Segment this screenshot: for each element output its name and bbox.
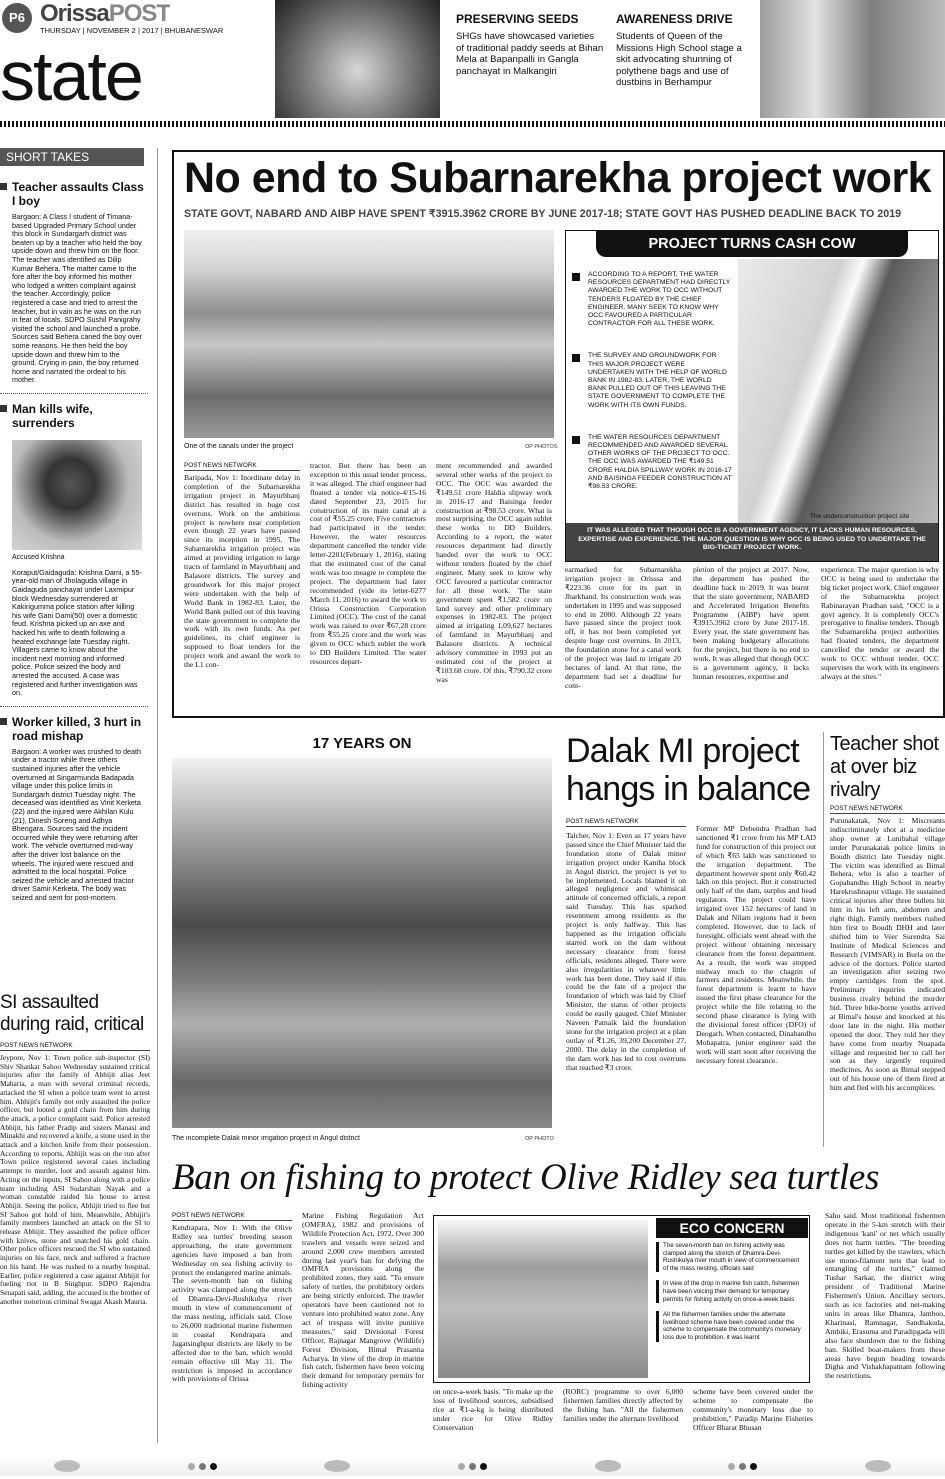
teaser-awareness (616, 12, 756, 117)
eco-title: ECO CONCERN (656, 1218, 808, 1238)
masthead (0, 0, 270, 118)
olive-byline: POST NEWS NETWORK (172, 1212, 292, 1221)
olive-col1-text: Kendrapara, Nov 1: With the Olive Ridley sea turtles' breeding season approaching, the state government agencies have imposed a ban from Wednesday on sea fishing activity to protect the endangered marine animals. The seven-month ban on fishing activity was clamped along the stretch of Dhamra-Devi-Rushikulya river mouth in view of commencement of the mass nesting, officials said. Close to 26,000 traditional marine fishermen in coastal Kendrapara and Jagatsinghpur districts are likely to be affected due to the ban, which would remain effective till May 31. The restriction is imposed in accordance with provisions of Orissa (172, 1223, 292, 1384)
eco-point-2: In view of the drop in marine fish catch, fishermen have been voicing their demand for temporary permits for fishing activity on once-a-week basis (656, 1280, 806, 1303)
teacher-headline: Teacher shot at over biz rivalry (830, 733, 939, 801)
canal-credit: OP PHOTOS (525, 444, 558, 450)
dalak-headline-box (566, 732, 818, 812)
eco-points (656, 1242, 806, 1342)
cashcow-point-2: THE SURVEY AND GROUNDWORK FOR THIS MAJOR PROJECT WERE UNDERTAKEN WITH THE HELP OF WORLD BANK IN 1982-83. LATER, THE WORLD BANK PULLED OUT OF THIS LEAVING THE STATE GOVERNMENT TO COMPLETE THE WORK WITH ITS OWN FUNDS. (572, 352, 732, 409)
dalak-col1-text: Talcher, Nov 1: Even as 17 years have passed since the Chief Minister laid the foundation stone of Dalak minor irrigation project under Kaniha block in Angul district, the project is yet to be implemented. Locals blamed it on alleged negligence and whimsical attitude of concerned officials, a report said Tuesday. This has sparked resentment among residents as the project is only halfway. This has happened as the irrigation officials started work on the dam without necessary clearance from forest officials, residents alleged. There were also irregularities in whatever little work has been done. They said if this could be the fate of a project the foundation of which was laid by Chief Minister, the status of other projects could be easily gauged. Chief Minister Naveen Patnaik laid the foundation stone for the irrigation project at a plan outlay of ₹1.26, 39,200 December 27, 2000. The delay in the completion of the dam work has led to cost overruns that reached ₹3 crore. (566, 832, 686, 1072)
lead-byline: POST NEWS NETWORK (184, 462, 300, 471)
lead-col3-text: ment recommended and awarded several other works of the project to OCC. The OCC was awarded the ₹149.51 crore Haldia slipway work in 2016-17 and Baisinga feeder construction at ₹98.53 crore. What is most surprising, the OCC again sublet these works to DD Builders. According to a report, the water resources department had directly handed over the work to OCC without tenders floated by the chief engineer. Many seek to know why OCC favoured a particular contractor for all these work. The state government spent ₹1,582 crore on land survey and other preliminary expenses in 1982-83. The project aimed at irrigating 1,09,627 hectares of farmland in Mayurbhanj and Balasore districts. A technical advisory committee in 1993 put an estimated cost of the project at ₹103.68 crore. Of this, ₹790.32 crore was (436, 462, 552, 684)
teaser-awareness-text: Students of Queen of the Missions High School stage a skit advocating shunning of polythene bags and use of dustbins in Berhampur (616, 31, 742, 89)
dalak-photo-title: 17 YEARS ON (312, 735, 412, 752)
cashcow-point-1: ACCORDING TO A REPORT, THE WATER RESOURCES DEPARTMENT HAD DIRECTLY AWARDED THE WORK TO OCC WITHOUT TENDERS FLOATED BY THE CHIEF ENGINEER. MANY SEEK TO KNOW WHY OCC FAVOURED A PARTICULAR CONTRACTOR FOR ALL THESE WORK. (572, 271, 732, 328)
cashcow-title: PROJECT TURNS CASH COW (596, 231, 908, 257)
reg-oval-3 (595, 1460, 621, 1472)
teaser-seeds-photo (275, 0, 440, 118)
item3-head (0, 715, 148, 743)
canal-photo (184, 230, 554, 438)
accused-photo (12, 440, 142, 550)
short-takes-label: SHORT TAKES (0, 148, 144, 166)
si-body: Jeypore, Nov 1: Town police sub-inspector (SI) Shiv Shankar Sahoo Wednesday sustained critical injuries after the family of Abhijit alias Jeet Maharia, a man with several criminal records, attacked the SI when a police team went to arrest him. Abhijit's family not only assaulted the police officer, but looted a gold chain from him during the attack, a police complaint said. Police arrested Abhijit, his father Pradip and sisters Manasi and Minakhi and recovered a knife, a stone used in the attack and a kitchen knife from their possession. According to reports, Abhijit was on the run after Town police registered several cases including attempt to murder, loot and assault against him. Acting on the inputs, SI Sahoo along with a police team including ASI Sudarshan Nayak and a woman constable raided his house to arrest Abhijit. Seeing the police, Abhijit tried to flee but SI Sahoo got hold of him. Meanwhile, Abhijit's family members launched an attack on the SI to release Abhijit. They assaulted the police officer with knives, stone and snatched his gold chain. Other police officers rescued the SI who sustained injuries on his face, neck and suffered a fracture on his hand. He was rushed to a nearby hospital. Earlier, police registered a case against Abhijit for fueling riot in B Singhpur. SDPO Rajendra Senapati said, adding, the accused is the brother of another notorious criminal Swagat Akash Mauria. (0, 1053, 150, 1306)
item1-head-text: Teacher assaults Class I boy (12, 180, 144, 208)
si-headline: SI assaulted during raid, critical (0, 992, 144, 1035)
reg-oval-1 (54, 1460, 80, 1472)
brand-suffix: POST (108, 0, 171, 27)
dalak-col2-text: Former MP Debendra Pradhan had sanctioned ₹1 crore from his MP LAD fund for construction of this project out of which ₹65 lakh was sanctioned to the irrigation department. The department however spent only ₹60.42 lakh on this project. But it constructed only half of the dam, surplus and head regulators. The project could have irrigated over 152 hectares of land in Dalak and Nilam regions had it been completed. However, due to lack of foresight, officials went ahead with the project without obtaining necessary clearance from the forest department. As a result, the work was stopped midway much to the chagrin of farmers and residents. Meanwhile, the forest department is learnt to have issued the first phase clearance for the project while the file relating to the second phase clearance is lying with the divisional forest officer (DFO) of Deogarh. When contacted, Dinabandhu Mohapatra, junior engineer said the work will start soon after receiving the necessary forest clearance. (696, 825, 816, 1065)
eco-point-1: The seven-month ban on fishing activity was clamped along the stretch of Dhamra-Devi-Rushikulya river mouth in view of commencement of the mass nesting, officials said (656, 1242, 806, 1272)
teaser-awareness-title: AWARENESS DRIVE (616, 12, 733, 26)
teaser-seeds-title: PRESERVING SEEDS (456, 12, 579, 26)
reg-dots-2 (458, 1463, 487, 1470)
dalak-headline: Dalak MI project hangs in balance (566, 732, 811, 808)
dalak-byline: POST NEWS NETWORK (566, 818, 686, 827)
cashcow-footer: IT WAS ALLEGED THAT THOUGH OCC IS A GOVERNMENT AGENCY, IT LACKS HUMAN RESOURCES, EXPERTISE AND EXPERIENCE. THE MAJOR QUESTION IS WHY OCC IS BEING USED TO UNDERTAKE THE BIG-TICKET PROJECT WORK. (566, 523, 938, 561)
lead-col-1 (184, 462, 300, 714)
reg-dots-1 (188, 1463, 217, 1470)
olive-col5-text: scheme have been covered under the scheme to compensate the community's monetary loss due to prohibition," Paradip Marine Fisheries Officer Bharat Bhusan (693, 1388, 813, 1432)
canal-caption: One of the canals under the project (184, 443, 294, 450)
section-title: state (0, 37, 142, 115)
brand-logo (40, 0, 170, 28)
reg-dots-3 (728, 1463, 757, 1470)
si-story (0, 992, 150, 1442)
eco-box (433, 1215, 810, 1383)
item2-head (0, 402, 148, 430)
dalak-caption: The incomplete Dalak minor irrigation project in Angul district (172, 1135, 360, 1142)
item2-marker (0, 405, 7, 412)
project-site-caption: The underconstruction project site (810, 513, 910, 520)
page-number-badge: P6 (2, 3, 32, 33)
lead-deck: STATE GOVT, NABARD AND AIBP HAVE SPENT ₹3915.3962 CRORE BY JUNE 2017-18; STATE GOVT HAS PUSHED DEADLINE BACK TO 2019 (184, 208, 902, 220)
dalak-credit: OP PHOTO (525, 1136, 554, 1142)
cashcow-box (565, 230, 939, 562)
lead-columns-4-6 (565, 566, 941, 716)
dalak-divider (823, 732, 824, 1147)
eco-point-3: All the fishermen families under the alternate livelihood scheme have been covered under the scheme to compensate the community's monetary loss due to prohibition, it was learnt (656, 1311, 806, 1341)
project-site-photo (738, 259, 938, 537)
sidebar-divider (157, 148, 158, 1443)
olive-headline: Ban on fishing to protect Olive Ridley sea turtles (172, 1157, 880, 1198)
item2-head-text: Man kills wife, surrenders (12, 401, 93, 430)
reg-oval-4 (865, 1460, 891, 1472)
registration-marks (0, 1456, 945, 1476)
turtle-photo (438, 1220, 648, 1378)
lead-col6-text: experience. The major question is why OCC is being used to undertake the big ticket project work. Chief engineer of the Subarnarekha project Rabinarayan Pradhan said, "OCC is a govt agency. It is completely OCC's prerogative to finalise tenders. Though the Subarnarekha project authorities had floated tenders, the department cancelled the tender or award the work to OCC without tender. OCC supervises the work with its engineers always at the sites." (821, 566, 939, 681)
item1-head (0, 180, 148, 208)
lead-col5-text: pletion of the project at 2017. Now, the department has pushed the deadline back to 2019. It was learnt that the state government, NABARD and Accelerated Irrigation Benefits Programme (AIBP) have spent ₹3915.3962 crore by June 2017-18. Every year, the state government has been making budgetary allocations for the project, but there is no end to work. It was alleged that though OCC is a government agency, it lacks human resources, expertise and (693, 566, 809, 681)
item3-text: Bargaon: A worker was crushed to death under a tractor while three others sustained injuries after the vehicle overturned at Singarmunda Badapada village under this police limits in Sundargarh district Tuesday night. The deceased was identified as Vinit Kerketa (22) and the injured were Akhilan Kulu (21), Dinesh Soreng and Adhya Bhengara. Sources said the incident occurred while they were returning after work. The vehicle overturned mid-way after the driver lost balance on the wheels. The injured were rescued and admitted to the local hospital. Police seized the vehicle and arrested tractor driver Samir Kerketa. The body was seized and sent for post-mortem. (12, 746, 142, 902)
si-byline: POST NEWS NETWORK (0, 1042, 150, 1051)
teacher-body: Purunakatak, Nov 1: Miscreants indiscriminately shot at a medicine shop owner at Lunibahal village under Purunakatak police limits in Boudh district late Tuesday night. The victim was identified as Bimal Behera, who is also a teacher of Gopabandhu High School in nearby Harekrushnapur village. He sustained critical injuries after three bullets hit him in his left arm, abdomen and right thigh. Family members rushed him first to Boudh DHH and later shifted him to Veer Surendra Sai Institute of Medical Sciences and Research (VIMSAR) in Burla on the advice of the doctors. Police started an investigation after seizing two empty cartridges from the spot. Preliminary inquiries indicated business rivalry behind the murder bid. Three bike-borne youths arrived at Bimal's house and knocked at his door late in the night. His mother opened the door. They told her they have come from nearby Nuapada village and requested her to call her son as they urgently required medicines. As soon as Bimal stepped out of his house one of them fired at him and fled with his accomplices. (830, 816, 945, 1093)
lead-col2-text: tractor. But there has been an exception to this usual tender process, it was alleged. The chief engineer had floated a tender via notice-4/15-16 dated September 23, 2015 for construction of its main canal at a cost of ₹55.25 crore. Five contractors had participated in the tender. However, the water resources department cancelled the tender vide letter-2201(February 1, 2016), stating that the estimated cost of the canal work was too meagre to complete the project. The department had later recommended (vide its letter-6277 March 11, 2016) to award the work to Orissa Construction Corporation Limited (OCC). The cost of the canal work was raised to over ₹67.28 crore from ₹55.25 crore and the work was given to OCC which sublet the work to DD Builders Limited. The water resources depart- (310, 462, 426, 666)
item2-text: Koraput/Gaidaguda: Krishna Dami, a 55-year-old man of Jholaguda village in Gaidaguda panchayat under Laxmipur block Wednesday surrendered at Kakirigumma police station after killing his wife Gani Dami(50) over a domestic feud. Krishna picked up an axe and hacked his wife to death following a heated exchange late Tuesday night. Villagers came to know about the incident next morning and informed police. Police seized the body and arrested the accused. A case was registered and further investigation was on. (12, 567, 142, 698)
item3-head-text: Worker killed, 3 hurt in road mishap (12, 714, 142, 743)
lead-col1-text: Baripada, Nov 1: Inordinate delay in completion of the Subarnarekha irrigation project in Mayurbhanj district has resulted in huge cost overruns. Work on the ambitious project is nowhere near completion even though 22 years have passed since its inception in 1995. The Subarnarekha irrigation project was aimed at providing irrigation to large tracts of farmland in Mayurbhanj and Balasore districts. The survey and groundwork for this major project were undertaken with the help of World Bank in 1982-83. Later, the World Bank pulled out of this leaving the state government to complete the work with its own funds. As per guidelines, its chief engineer is supposed to float tenders for the project work and award the work to the L1 con- (184, 473, 300, 670)
brand-prefix: Orissa (40, 0, 109, 27)
teaser-awareness-photo (760, 0, 945, 118)
cashcow-points (572, 271, 732, 501)
accused-caption: Accused Krishna (12, 553, 65, 561)
olive-col-1 (172, 1212, 292, 1437)
teacher-story (830, 733, 945, 1148)
olive-col2-text: Marine Fishing Regulation Act (OMFRA), 1982 and provisions of Wildlife Protection Act, 1972. Over 300 trawlers and vessels were seized and around 2,000 crew members arrested during last year's ban for defying the OMFRA provisions along the prohibited zones, they said. "To ensure safety of turtles, the prohibitory orders are being strictly enforced. The trawler operators have been cautioned not to venture into prohibited water zone. Any act of trespass will invite punitive measures," said Divisional Forest Officer, Rajnagar Mangrove (Wildlife) Forest Division, Bimal Prasanna Acharya. In view of the drop in marine fish catch, fishermen have been voicing their demand for temporary permits for fishing activity (302, 1212, 424, 1390)
olive-headline-wrap (172, 1155, 945, 1203)
masthead-divider (0, 121, 945, 127)
cashcow-point-3: THE WATER RESOURCES DEPARTMENT RECOMMENDED AND AWARDED SEVERAL OTHER WORKS OF THE PROJECT TO OCC. THE OCC WAS AWARDED THE ₹149.51 CRORE HALDIA SPILLWAY WORK IN 2016-17 AND BAISINGA FEEDER CONSTRUCTION AT ₹98.53 CRORE. (572, 434, 732, 491)
lead-headline: No end to Subarnarekha project work (184, 154, 932, 202)
reg-oval-2 (324, 1460, 350, 1472)
lead-columns-1-3 (184, 462, 552, 714)
olive-col3-text: on once-a-week basis. "To make up the loss of livelihood sources, subsidised rice at ₹1-a-kg is being distributed under rice for Olive Ridley Conservation (433, 1388, 553, 1432)
item3-marker (0, 718, 7, 725)
dalak-photo (172, 758, 552, 1128)
item1-text: Bargaon: A Class I student of Timana-based Upgraded Primary School under this block in Sundargarh district was beaten up by a teacher who held the boy upside down and threw him on the floor. The teacher was identified as Dilip Kumar Behera. The matter came to the fore after the boy informed his mother who lodged a written complaint against the teacher. Accordingly, police registered a case and tried to arrest the teacher, but in vain as he was on the run in fear of locals. SDPO Sushil Panigrahy visited the school and launched a probe. Sources said Behera caned the boy over some reasons. He then held the boy upside down and threw him to the ground. Crying in pain, the boy returned home and narrated the ordeal to his mother. (12, 212, 142, 385)
olive-col6-text: Sahu said. Most traditional fishermen operate in the 5-km stretch with their indigenous 'kani' or net which usually does not harm turtles. "The breeding turtles get killed by the trawlers, which use mono-filament nets that lead to entangling of the turtles," claimed Tushar Sarkar, the district wing president of Traditional Marine Fishermen's Union. Ancillary sectors, such as ice factories and net-making units in areas like Dhamra, Jamboo, Kharinasi, Ramnagar, Sandhakuda, Ambiki, Erasuma and Paradipgada will also face shutdown due to the fishing ban. Skilled boat-makers from these areas have begun heading towards Digha and Vishakhapatnam following the restrictions. (825, 1212, 945, 1381)
item1-marker (0, 183, 7, 190)
lead-col4-text: earmarked for Subarnarekha irrigation project in Orisssa and ₹223.36 crore for its part in Jharkhand. Its construction work was undertaken in 1995 and was supposed to end in 2000. Although 22 years have passed since the project took off, it has not been completed yet despite huge cost overruns. In 2013, the foundation stone for a canal work of the project was laid to irrigate 20 hectares of land. At that time, the department had set a deadline for com- (565, 566, 681, 690)
olive-col4-text: (RORC) programme to over 6,000 fishermen families directly affected by the fishing ban. "All the fishermen families under the alternate livelihood (563, 1388, 683, 1423)
dateline: THURSDAY | NOVEMBER 2 | 2017 | BHUBANESWAR (40, 26, 224, 35)
teacher-byline: POST NEWS NETWORK (830, 805, 945, 814)
teaser-seeds (456, 12, 604, 117)
teaser-seeds-text: SHGs have showcased varieties of traditional paddy seeds at Bihan Mela at Bapanpalli in Gangla panchayat in Malkangiri (456, 31, 604, 77)
